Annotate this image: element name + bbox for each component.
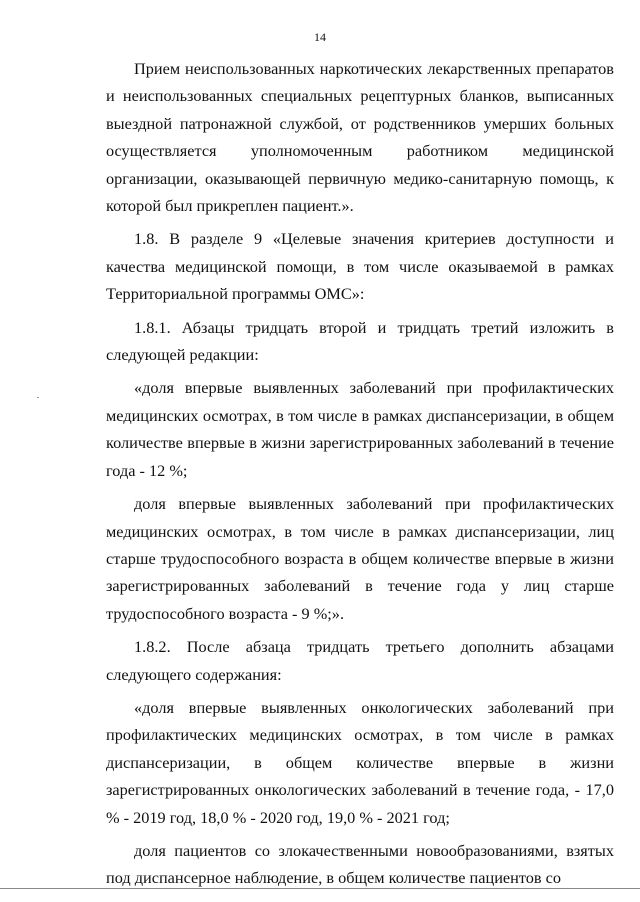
paragraph-quote-share-first-detected: «доля впервые выявленных заболеваний при профилактических медицинских осмотрах, в том числе в рамках диспансеризации, в общем количестве впервые в жизни зарегистрированных заболеваний в течение года - 12 %; (106, 378, 614, 480)
paragraph-drug-disposal: Прием неиспользованных наркотических лекарственных препаратов и неиспользованных специальных рецептурных бланков, выписанных выездной патронажной службой, от родственников умерших больных осуществляется уполномоченным работником медицинской организации, оказывающей первичную медико-санитарную помощь, к которой был прикреплен пациент.». (106, 59, 614, 216)
paragraph-section-1-8: 1.8. В разделе 9 «Целевые значения критериев доступности и качества медицинской помощи, в том числе оказываемой в рамках Территориальной программы ОМС»: (106, 229, 614, 304)
paragraph-section-1-8-1: 1.8.1. Абзацы тридцать второй и тридцать третий изложить в следующей редакции: (106, 317, 614, 365)
scan-margin-mark (37, 397, 39, 398)
paragraph-share-elderly: доля впервые выявленных заболеваний при профилактических медицинских осмотрах, в том числе в рамках диспансеризации, лиц старше трудоспособного возраста в общем количестве впервые в жизни зарегистрированных заболеваний в течение года у лиц старше трудоспособного возраста - 9 %;». (106, 494, 614, 623)
page-number: 14 (314, 30, 326, 44)
paragraph-share-patients: доля пациентов со злокачественными новообразованиями, взятых под диспансерное наблюдение, в общем количестве пациентов со (106, 840, 614, 888)
paragraph-section-1-8-2: 1.8.2. После абзаца тридцать третьего дополнить абзацами следующего содержания: (106, 637, 614, 684)
document-body (106, 55, 614, 898)
page-bottom-rule (0, 888, 640, 889)
paragraph-quote-oncology: «доля впервые выявленных онкологических заболеваний при профилактических медицинских осмотрах, в том числе в рамках диспансеризации, в общем количестве впервые в жизни зарегистрированных онкологических заболеваний в течение года, - 17,0 % - 2019 год, 18,0 % - 2020 год, 19,0 % - 2021 год; (106, 697, 614, 827)
